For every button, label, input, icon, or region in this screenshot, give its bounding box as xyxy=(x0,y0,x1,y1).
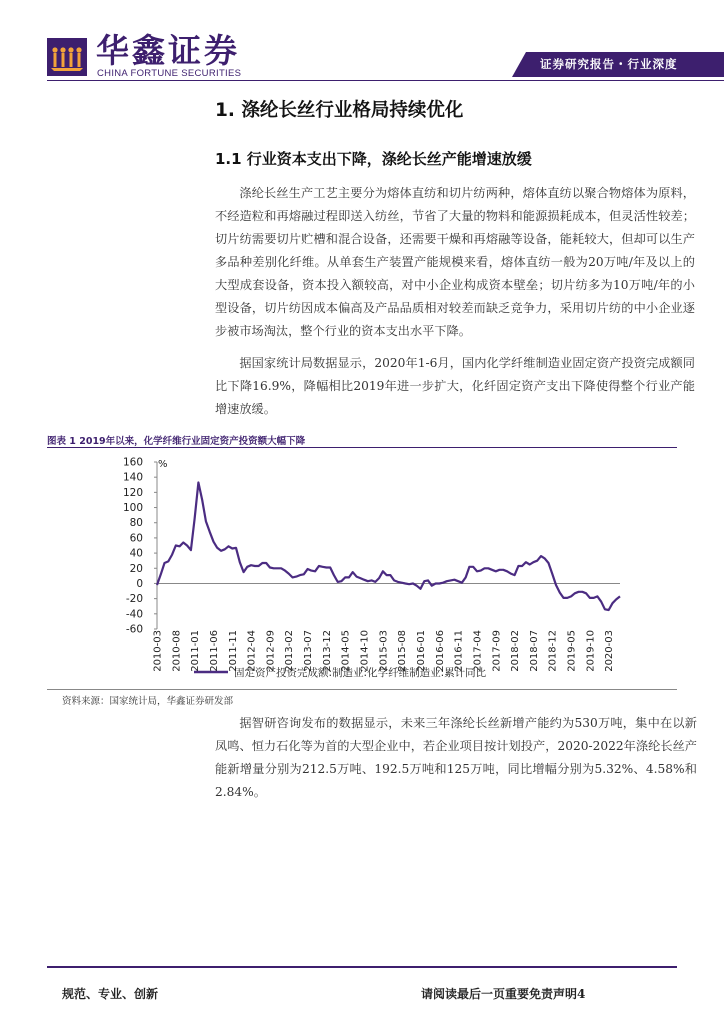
y-tick-label: -40 xyxy=(125,608,143,621)
x-tick-label: 2016-06 xyxy=(434,630,446,672)
x-tick-label: 2016-01 xyxy=(415,630,427,672)
header-divider xyxy=(47,80,724,81)
y-tick-label: 100 xyxy=(122,502,143,515)
figure-source: 资料来源：国家统计局，华鑫证券研发部 xyxy=(62,696,234,707)
y-tick-label: -20 xyxy=(125,593,143,606)
x-tick-label: 2019-10 xyxy=(585,630,597,672)
y-tick-label: 140 xyxy=(122,471,143,484)
x-tick-label: 2020-03 xyxy=(604,630,616,672)
y-axis-unit: % xyxy=(158,459,168,470)
y-tick-label: 40 xyxy=(129,547,143,560)
y-tick-label: 120 xyxy=(122,486,143,499)
y-tick-label: 80 xyxy=(129,517,143,530)
source-divider xyxy=(47,689,677,690)
x-tick-label: 2019-05 xyxy=(566,630,578,672)
x-tick-label: 2015-03 xyxy=(378,630,390,672)
x-tick-label: 2013-02 xyxy=(284,630,296,672)
paragraph-capacity: 据智研咨询发布的数据显示，未来三年涤纶长丝新增产能约为530万吨，集中在以新凤鸣、恒力石化等为首的大型企业中，若企业项目按计划投产，2020-2022年涤纶长丝产能新增量分别为212.5万吨、192.5万吨和125万吨，同比增幅分别为5.32%、4.58%和2.84%。 xyxy=(215,716,697,799)
paragraph-process: 涤纶长丝生产工艺主要分为熔体直纺和切片纺两种，熔体直纺以聚合物熔体为原料，不经造粒和再熔融过程即送入纺丝，节省了大量的物料和能源损耗成本，但灵活性较差；切片纺需要切片贮槽和混合设备，还需要干燥和再熔融等设备，能耗较大，但却可以生产多品种差别化纤维。从单套生产装置产能规模来看，熔体直纺一般为20万吨/年及以上的大型成套设备，资本投入额较高，对中小企业构成资本壁垒；切片纺多为10万吨/年的小型设备，切片纺因成本偏高及产品品质相对较差而缺乏竞争力，采用切片纺的中小企业逐步被市场淘汰，整个行业的资本支出水平下降。 xyxy=(215,186,695,338)
figure-title-divider xyxy=(47,447,677,448)
x-tick-label: 2015-08 xyxy=(397,630,409,672)
figure-title: 图表 1 2019年以来，化学纤维行业固定资产投资额大幅下降 xyxy=(47,436,306,447)
x-tick-label: 2014-05 xyxy=(340,630,352,672)
y-tick-label: -60 xyxy=(125,623,143,636)
x-tick-label: 2011-06 xyxy=(208,630,220,672)
logo-subtext: CHINA FORTUNE SECURITIES xyxy=(97,68,242,79)
footer-slogan: 规范、专业、创新 xyxy=(62,987,159,1001)
x-tick-label: 2017-04 xyxy=(472,630,484,672)
paragraph-statistics: 据国家统计局数据显示，2020年1-6月，国内化学纤维制造业固定资产投资完成额同比下降16.9%，降幅相比2019年进一步扩大，化纤固定资产支出下降使得整个行业产能增速放缓。 xyxy=(215,356,695,416)
x-axis xyxy=(153,583,621,671)
x-tick-label: 2012-04 xyxy=(246,630,258,672)
y-tick-label: 160 xyxy=(122,456,143,469)
footer-disclaimer: 请阅读最后一页重要免责声明4 xyxy=(421,987,586,1001)
x-tick-label: 2013-12 xyxy=(321,630,333,672)
x-tick-label: 2011-11 xyxy=(227,630,239,672)
y-tick-label: 0 xyxy=(136,577,143,590)
x-tick-label: 2012-09 xyxy=(265,630,277,672)
legend xyxy=(194,666,487,679)
x-tick-label: 2010-08 xyxy=(171,630,183,672)
x-tick-label: 2017-09 xyxy=(491,630,503,672)
footer-divider xyxy=(47,966,677,968)
section-heading: 1. 涤纶长丝行业格局持续优化 xyxy=(215,100,464,121)
legend-label: 固定资产投资完成额:制造业:化学纤维制造业:累计同比 xyxy=(234,667,487,679)
y-axis xyxy=(123,457,157,636)
report-type-tag: 证券研究报告・行业深度 xyxy=(540,57,678,71)
subsection-heading: 1.1 行业资本支出下降，涤纶长丝产能增速放缓 xyxy=(215,150,532,168)
line-chart xyxy=(100,450,640,686)
logo-icon xyxy=(47,38,87,76)
x-tick-label: 2010-03 xyxy=(152,630,164,672)
series-line xyxy=(157,483,620,611)
x-tick-label: 2013-07 xyxy=(303,630,315,672)
logo-text: 华鑫证券 xyxy=(96,31,240,70)
x-tick-label: 2018-02 xyxy=(510,630,522,672)
x-tick-label: 2016-11 xyxy=(453,630,465,672)
x-tick-label: 2011-01 xyxy=(190,630,202,672)
y-tick-label: 60 xyxy=(129,532,143,545)
y-tick-label: 20 xyxy=(129,562,143,575)
x-tick-label: 2018-07 xyxy=(528,630,540,672)
x-tick-label: 2018-12 xyxy=(547,630,559,672)
x-tick-label: 2014-10 xyxy=(359,630,371,672)
